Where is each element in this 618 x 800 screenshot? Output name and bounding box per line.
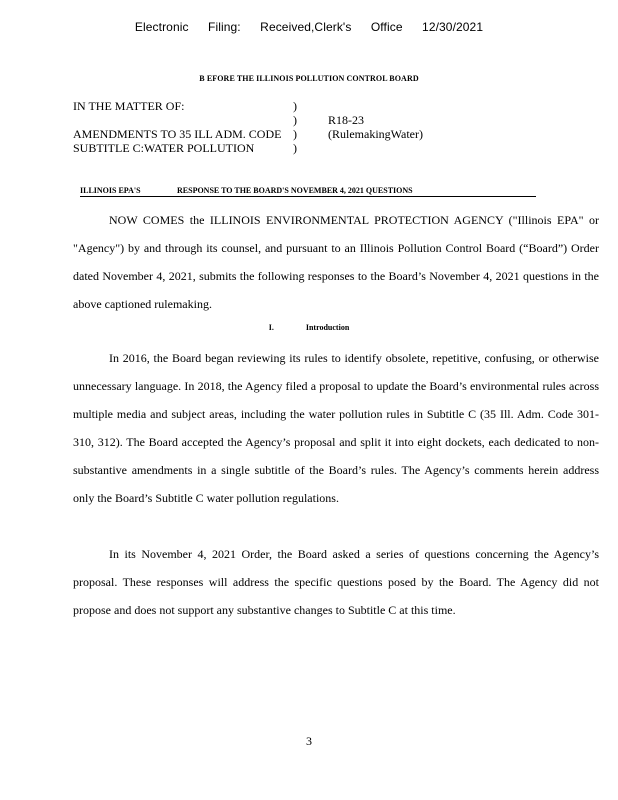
section-number: I. [268, 323, 274, 332]
case-caption [73, 99, 553, 155]
background-paragraph [73, 344, 599, 512]
paragraph-text: NOW COMES the ILLINOIS ENVIRONMENTAL PROTECTION AGENCY ("Illinois EPA" or "Agency") by and through its counsel, and pursuant to an Illinois Pollution Control Board (“Board”) Order dated November 4, 2021, submits the following responses to the Board’s November 4, 2021 questions in the above captioned rulemaking. [73, 213, 599, 311]
electronic-filing-stamp [0, 20, 618, 34]
intro-paragraph [73, 206, 599, 318]
caption-row-1 [73, 99, 553, 113]
caption-docket-number: R18-23 [328, 113, 364, 127]
caption-subtitle: SUBTITLE C:WATER POLLUTION [73, 141, 255, 155]
caption-row-2 [73, 113, 553, 127]
caption-row-4 [73, 141, 553, 155]
response-header-right: RESPONSE TO THE BOARD'S NOVEMBER 4, 2021 QUESTIONS [177, 186, 413, 195]
caption-paren: ) [293, 113, 297, 127]
response-header [80, 186, 536, 197]
paragraph-text: In its November 4, 2021 Order, the Board asked a series of questions concerning the Agency’s proposal. These responses will address the specific questions posed by the Board. The Agency did not propose and does not support any substantive changes to Subtitle C at this time. [73, 547, 599, 617]
page-number: 3 [306, 734, 312, 748]
board-title: B EFORE THE ILLINOIS POLLUTION CONTROL BOARD [199, 74, 419, 83]
stamp-electronic: Electronic [134, 20, 189, 34]
stamp-filing: Filing: [208, 20, 241, 34]
caption-paren: ) [293, 141, 297, 155]
stamp-date: 12/30/2021 [422, 20, 484, 34]
stamp-received: Received,Clerk's [260, 20, 352, 34]
caption-row-3 [73, 127, 553, 141]
caption-in-the-matter: IN THE MATTER OF: [73, 99, 185, 113]
response-header-left: ILLINOIS EPA'S [80, 186, 141, 195]
order-paragraph [73, 540, 599, 624]
caption-amendments: AMENDMENTS TO 35 ILL ADM. CODE [73, 127, 282, 141]
caption-paren: ) [293, 99, 297, 113]
stamp-office: Office [370, 20, 403, 34]
caption-paren: ) [293, 127, 297, 141]
section-heading [0, 323, 618, 332]
caption-rulemaking-type: (RulemakingWater) [328, 127, 423, 141]
paragraph-text: In 2016, the Board began reviewing its rules to identify obsolete, repetitive, confusing, or otherwise unnecessary language. In 2018, the Agency filed a proposal to update the Board’s environmental rules across multiple media and subject areas, including the water pollution rules in Subtitle C (35 Ill. Adm. Code 301-310, 312). The Board accepted the Agency’s proposal and split it into eight dockets, each dedicated to non-substantive amendments in a single subtitle of the Board’s rules. The Agency’s comments herein address only the Board’s Subtitle C water pollution regulations. [73, 351, 599, 505]
section-title: Introduction [305, 323, 350, 332]
